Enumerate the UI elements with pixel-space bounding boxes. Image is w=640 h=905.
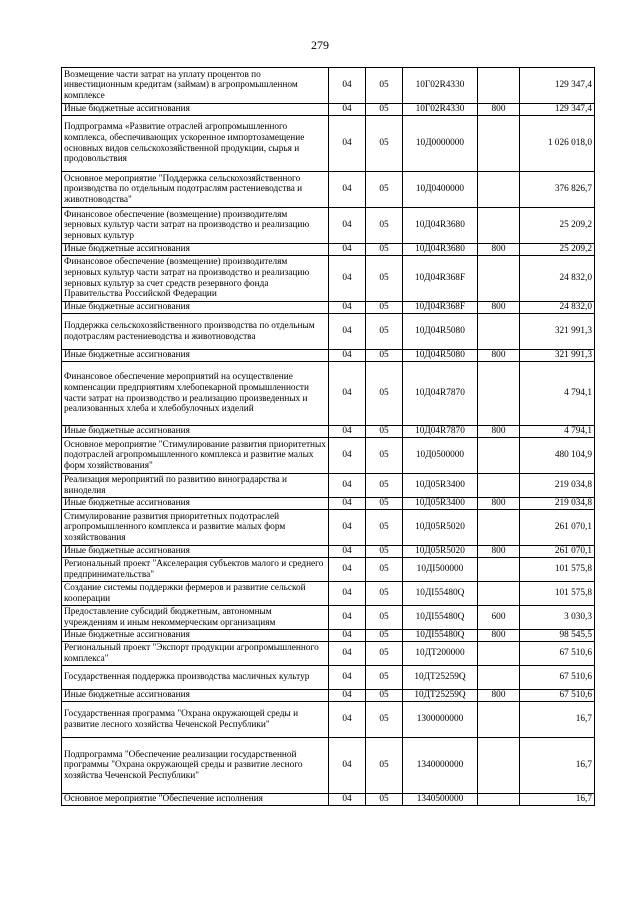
table-row [62, 362, 595, 426]
row-amount-cell: 219 034,8 [520, 498, 595, 510]
table-row [62, 498, 595, 510]
row-target-article-cell: 10ДI55480Q [403, 606, 478, 630]
row-subsection-cell: 05 [366, 582, 403, 606]
row-target-article-cell: 10Д04R5080 [403, 350, 478, 362]
row-section-cell: 04 [329, 68, 366, 104]
table-row [62, 738, 595, 794]
row-name-cell: Иные бюджетные ассигнования [62, 104, 329, 116]
row-name-cell: Стимулирование развития приоритетных подотраслей агропромышленного комплекса и развитие малых форм хозяйствования [62, 510, 329, 546]
row-section-cell: 04 [329, 666, 366, 690]
row-name-cell: Основное мероприятие "Стимулирование развития приоритетных подотраслей агропромышленного комплекса и развитие малых форм хозяйствования" [62, 438, 329, 474]
row-section-cell: 04 [329, 738, 366, 794]
row-target-article-cell: 1340000000 [403, 738, 478, 794]
row-expense-type-cell [478, 172, 520, 208]
row-section-cell: 04 [329, 546, 366, 558]
row-target-article-cell: 10Д04R368F [403, 256, 478, 302]
row-amount-cell: 24 832,0 [520, 256, 595, 302]
row-name-cell: Иные бюджетные ассигнования [62, 498, 329, 510]
table-row [62, 474, 595, 498]
row-expense-type-cell: 800 [478, 302, 520, 314]
table-row [62, 68, 595, 104]
row-target-article-cell: 10Г02R4330 [403, 104, 478, 116]
row-amount-cell: 4 794,1 [520, 426, 595, 438]
row-amount-cell: 3 030,3 [520, 606, 595, 630]
row-amount-cell: 321 991,3 [520, 350, 595, 362]
row-amount-cell: 480 104,9 [520, 438, 595, 474]
row-section-cell: 04 [329, 314, 366, 350]
row-subsection-cell: 05 [366, 794, 403, 806]
row-target-article-cell: 1340500000 [403, 794, 478, 806]
budget-table-body [62, 68, 595, 806]
row-target-article-cell: 10Д04R7870 [403, 362, 478, 426]
row-amount-cell: 129 347,4 [520, 104, 595, 116]
row-amount-cell: 4 794,1 [520, 362, 595, 426]
table-row [62, 302, 595, 314]
row-amount-cell: 16,7 [520, 794, 595, 806]
row-name-cell: Иные бюджетные ассигнования [62, 426, 329, 438]
row-amount-cell: 25 209,2 [520, 208, 595, 244]
row-subsection-cell: 05 [366, 426, 403, 438]
table-row [62, 426, 595, 438]
row-expense-type-cell: 800 [478, 426, 520, 438]
row-section-cell: 04 [329, 794, 366, 806]
row-name-cell: Основное мероприятие "Поддержка сельскохозяйственного производства по отдельным подотраслям растениеводства и животноводства" [62, 172, 329, 208]
page-number: 279 [311, 38, 329, 52]
row-expense-type-cell [478, 68, 520, 104]
row-section-cell: 04 [329, 208, 366, 244]
budget-table [61, 67, 595, 806]
row-target-article-cell: 10Д05R5020 [403, 546, 478, 558]
table-row [62, 510, 595, 546]
table-row [62, 208, 595, 244]
row-expense-type-cell: 800 [478, 350, 520, 362]
row-section-cell: 04 [329, 302, 366, 314]
row-name-cell: Реализация мероприятий по развитию виноградарства и виноделия [62, 474, 329, 498]
row-name-cell: Возмещение части затрат на уплату процентов по инвестиционным кредитам (займам) в агропромышленном комплексе [62, 68, 329, 104]
table-row [62, 546, 595, 558]
row-target-article-cell: 10Г02R4330 [403, 68, 478, 104]
row-amount-cell: 67 510,6 [520, 666, 595, 690]
row-expense-type-cell [478, 702, 520, 738]
row-expense-type-cell [478, 116, 520, 172]
row-section-cell: 04 [329, 510, 366, 546]
row-subsection-cell: 05 [366, 172, 403, 208]
table-row [62, 104, 595, 116]
row-expense-type-cell: 800 [478, 690, 520, 702]
row-section-cell: 04 [329, 426, 366, 438]
row-target-article-cell: 10Д04R3680 [403, 208, 478, 244]
row-section-cell: 04 [329, 558, 366, 582]
row-section-cell: 04 [329, 630, 366, 642]
row-name-cell: Государственная поддержка производства масличных культур [62, 666, 329, 690]
row-expense-type-cell [478, 510, 520, 546]
row-expense-type-cell: 800 [478, 498, 520, 510]
row-subsection-cell: 05 [366, 116, 403, 172]
row-subsection-cell: 05 [366, 510, 403, 546]
row-name-cell: Иные бюджетные ассигнования [62, 630, 329, 642]
row-expense-type-cell [478, 582, 520, 606]
row-section-cell: 04 [329, 606, 366, 630]
table-row [62, 256, 595, 302]
row-target-article-cell: 10Д05R5020 [403, 510, 478, 546]
row-expense-type-cell [478, 314, 520, 350]
row-subsection-cell: 05 [366, 256, 403, 302]
row-name-cell: Иные бюджетные ассигнования [62, 244, 329, 256]
row-subsection-cell: 05 [366, 474, 403, 498]
row-name-cell: Основное мероприятие "Обеспечение исполнения [62, 794, 329, 806]
row-name-cell: Региональный проект "Акселерация субъектов малого и среднего предпринимательства" [62, 558, 329, 582]
row-subsection-cell: 05 [366, 606, 403, 630]
row-expense-type-cell [478, 362, 520, 426]
row-expense-type-cell [478, 208, 520, 244]
row-name-cell: Предоставление субсидий бюджетным, автономным учреждениям и иным некоммерческим организациям [62, 606, 329, 630]
row-expense-type-cell [478, 666, 520, 690]
row-section-cell: 04 [329, 702, 366, 738]
row-section-cell: 04 [329, 362, 366, 426]
row-amount-cell: 376 826,7 [520, 172, 595, 208]
row-subsection-cell: 05 [366, 558, 403, 582]
row-expense-type-cell [478, 438, 520, 474]
row-target-article-cell: 10Д04R5080 [403, 314, 478, 350]
table-row [62, 172, 595, 208]
row-amount-cell: 101 575,8 [520, 558, 595, 582]
row-amount-cell: 1 026 018,0 [520, 116, 595, 172]
table-row [62, 666, 595, 690]
row-target-article-cell: 10Д04R368F [403, 302, 478, 314]
row-subsection-cell: 05 [366, 666, 403, 690]
row-expense-type-cell [478, 558, 520, 582]
row-subsection-cell: 05 [366, 104, 403, 116]
row-expense-type-cell [478, 642, 520, 666]
row-name-cell: Подпрограмма «Развитие отраслей агропромышленного комплекса, обеспечивающих ускоренное импортозамещение основных видов сельскохозяйственной продукции, сырья и продовольствия [62, 116, 329, 172]
row-amount-cell: 16,7 [520, 702, 595, 738]
row-target-article-cell: 10ДТ200000 [403, 642, 478, 666]
row-name-cell: Иные бюджетные ассигнования [62, 302, 329, 314]
table-row [62, 558, 595, 582]
row-subsection-cell: 05 [366, 642, 403, 666]
row-name-cell: Иные бюджетные ассигнования [62, 350, 329, 362]
row-name-cell: Государственная программа "Охрана окружающей среды и развитие лесного хозяйства Чеченской Республики" [62, 702, 329, 738]
row-amount-cell: 67 510,6 [520, 642, 595, 666]
row-section-cell: 04 [329, 244, 366, 256]
row-section-cell: 04 [329, 172, 366, 208]
row-target-article-cell: 10Д04R3680 [403, 244, 478, 256]
row-subsection-cell: 05 [366, 630, 403, 642]
table-row [62, 244, 595, 256]
row-expense-type-cell: 800 [478, 630, 520, 642]
table-row [62, 642, 595, 666]
row-section-cell: 04 [329, 642, 366, 666]
row-expense-type-cell [478, 794, 520, 806]
row-expense-type-cell [478, 256, 520, 302]
row-subsection-cell: 05 [366, 546, 403, 558]
row-name-cell: Подпрограмма "Обеспечение реализации государственной программы "Охрана окружающей среды и развитие лесного хозяйства Чеченской Республики" [62, 738, 329, 794]
row-target-article-cell: 10ДI55480Q [403, 582, 478, 606]
row-name-cell: Региональный проект "Экспорт продукции агропромышленного комплекса" [62, 642, 329, 666]
row-section-cell: 04 [329, 256, 366, 302]
table-row [62, 606, 595, 630]
table-row [62, 582, 595, 606]
table-row [62, 690, 595, 702]
row-amount-cell: 16,7 [520, 738, 595, 794]
row-subsection-cell: 05 [366, 498, 403, 510]
row-section-cell: 04 [329, 104, 366, 116]
row-expense-type-cell [478, 474, 520, 498]
row-target-article-cell: 10Д05R3400 [403, 498, 478, 510]
row-section-cell: 04 [329, 350, 366, 362]
row-name-cell: Финансовое обеспечение (возмещение) производителям зерновых культур части затрат на производство и реализацию зерновых культур [62, 208, 329, 244]
row-amount-cell: 129 347,4 [520, 68, 595, 104]
row-amount-cell: 219 034,8 [520, 474, 595, 498]
row-subsection-cell: 05 [366, 438, 403, 474]
row-target-article-cell: 10Д04R7870 [403, 426, 478, 438]
row-amount-cell: 101 575,8 [520, 582, 595, 606]
row-expense-type-cell [478, 738, 520, 794]
row-amount-cell: 98 545,5 [520, 630, 595, 642]
row-name-cell: Иные бюджетные ассигнования [62, 690, 329, 702]
table-row [62, 702, 595, 738]
row-subsection-cell: 05 [366, 314, 403, 350]
row-subsection-cell: 05 [366, 690, 403, 702]
row-section-cell: 04 [329, 438, 366, 474]
table-row [62, 314, 595, 350]
row-name-cell: Финансовое обеспечение (возмещение) производителям зерновых культур части затрат на производство и реализацию зерновых культур за счет средств резервного фонда Правительства Российской Федерации [62, 256, 329, 302]
row-section-cell: 04 [329, 690, 366, 702]
row-target-article-cell: 10ДТ25259Q [403, 666, 478, 690]
row-subsection-cell: 05 [366, 738, 403, 794]
row-subsection-cell: 05 [366, 302, 403, 314]
table-row [62, 630, 595, 642]
table-row [62, 350, 595, 362]
row-target-article-cell: 1300000000 [403, 702, 478, 738]
table-row [62, 438, 595, 474]
row-target-article-cell: 10Д05R3400 [403, 474, 478, 498]
row-expense-type-cell: 800 [478, 104, 520, 116]
row-name-cell: Создание системы поддержки фермеров и развитие сельской кооперации [62, 582, 329, 606]
row-amount-cell: 24 832,0 [520, 302, 595, 314]
row-target-article-cell: 10Д0000000 [403, 116, 478, 172]
row-target-article-cell: 10Д0400000 [403, 172, 478, 208]
table-row [62, 794, 595, 806]
row-section-cell: 04 [329, 582, 366, 606]
row-expense-type-cell: 600 [478, 606, 520, 630]
row-name-cell: Иные бюджетные ассигнования [62, 546, 329, 558]
row-name-cell: Финансовое обеспечение мероприятий на осуществление компенсации предприятиям хлебопекарной промышленности части затрат на производство и реализацию произведенных и реализованных хлеба и хлебобулочных изделий [62, 362, 329, 426]
row-target-article-cell: 10Д0500000 [403, 438, 478, 474]
row-section-cell: 04 [329, 498, 366, 510]
row-amount-cell: 261 070,1 [520, 546, 595, 558]
row-expense-type-cell: 800 [478, 244, 520, 256]
row-expense-type-cell: 800 [478, 546, 520, 558]
row-subsection-cell: 05 [366, 702, 403, 738]
row-amount-cell: 261 070,1 [520, 510, 595, 546]
row-section-cell: 04 [329, 116, 366, 172]
row-subsection-cell: 05 [366, 244, 403, 256]
row-name-cell: Поддержка сельскохозяйственного производства по отдельным подотраслям растениеводства и животноводства [62, 314, 329, 350]
row-amount-cell: 321 991,3 [520, 314, 595, 350]
row-section-cell: 04 [329, 474, 366, 498]
row-subsection-cell: 05 [366, 350, 403, 362]
row-target-article-cell: 10ДI55480Q [403, 630, 478, 642]
table-row [62, 116, 595, 172]
row-subsection-cell: 05 [366, 68, 403, 104]
row-amount-cell: 67 510,6 [520, 690, 595, 702]
row-target-article-cell: 10ДI500000 [403, 558, 478, 582]
row-subsection-cell: 05 [366, 362, 403, 426]
row-amount-cell: 25 209,2 [520, 244, 595, 256]
row-subsection-cell: 05 [366, 208, 403, 244]
row-target-article-cell: 10ДТ25259Q [403, 690, 478, 702]
